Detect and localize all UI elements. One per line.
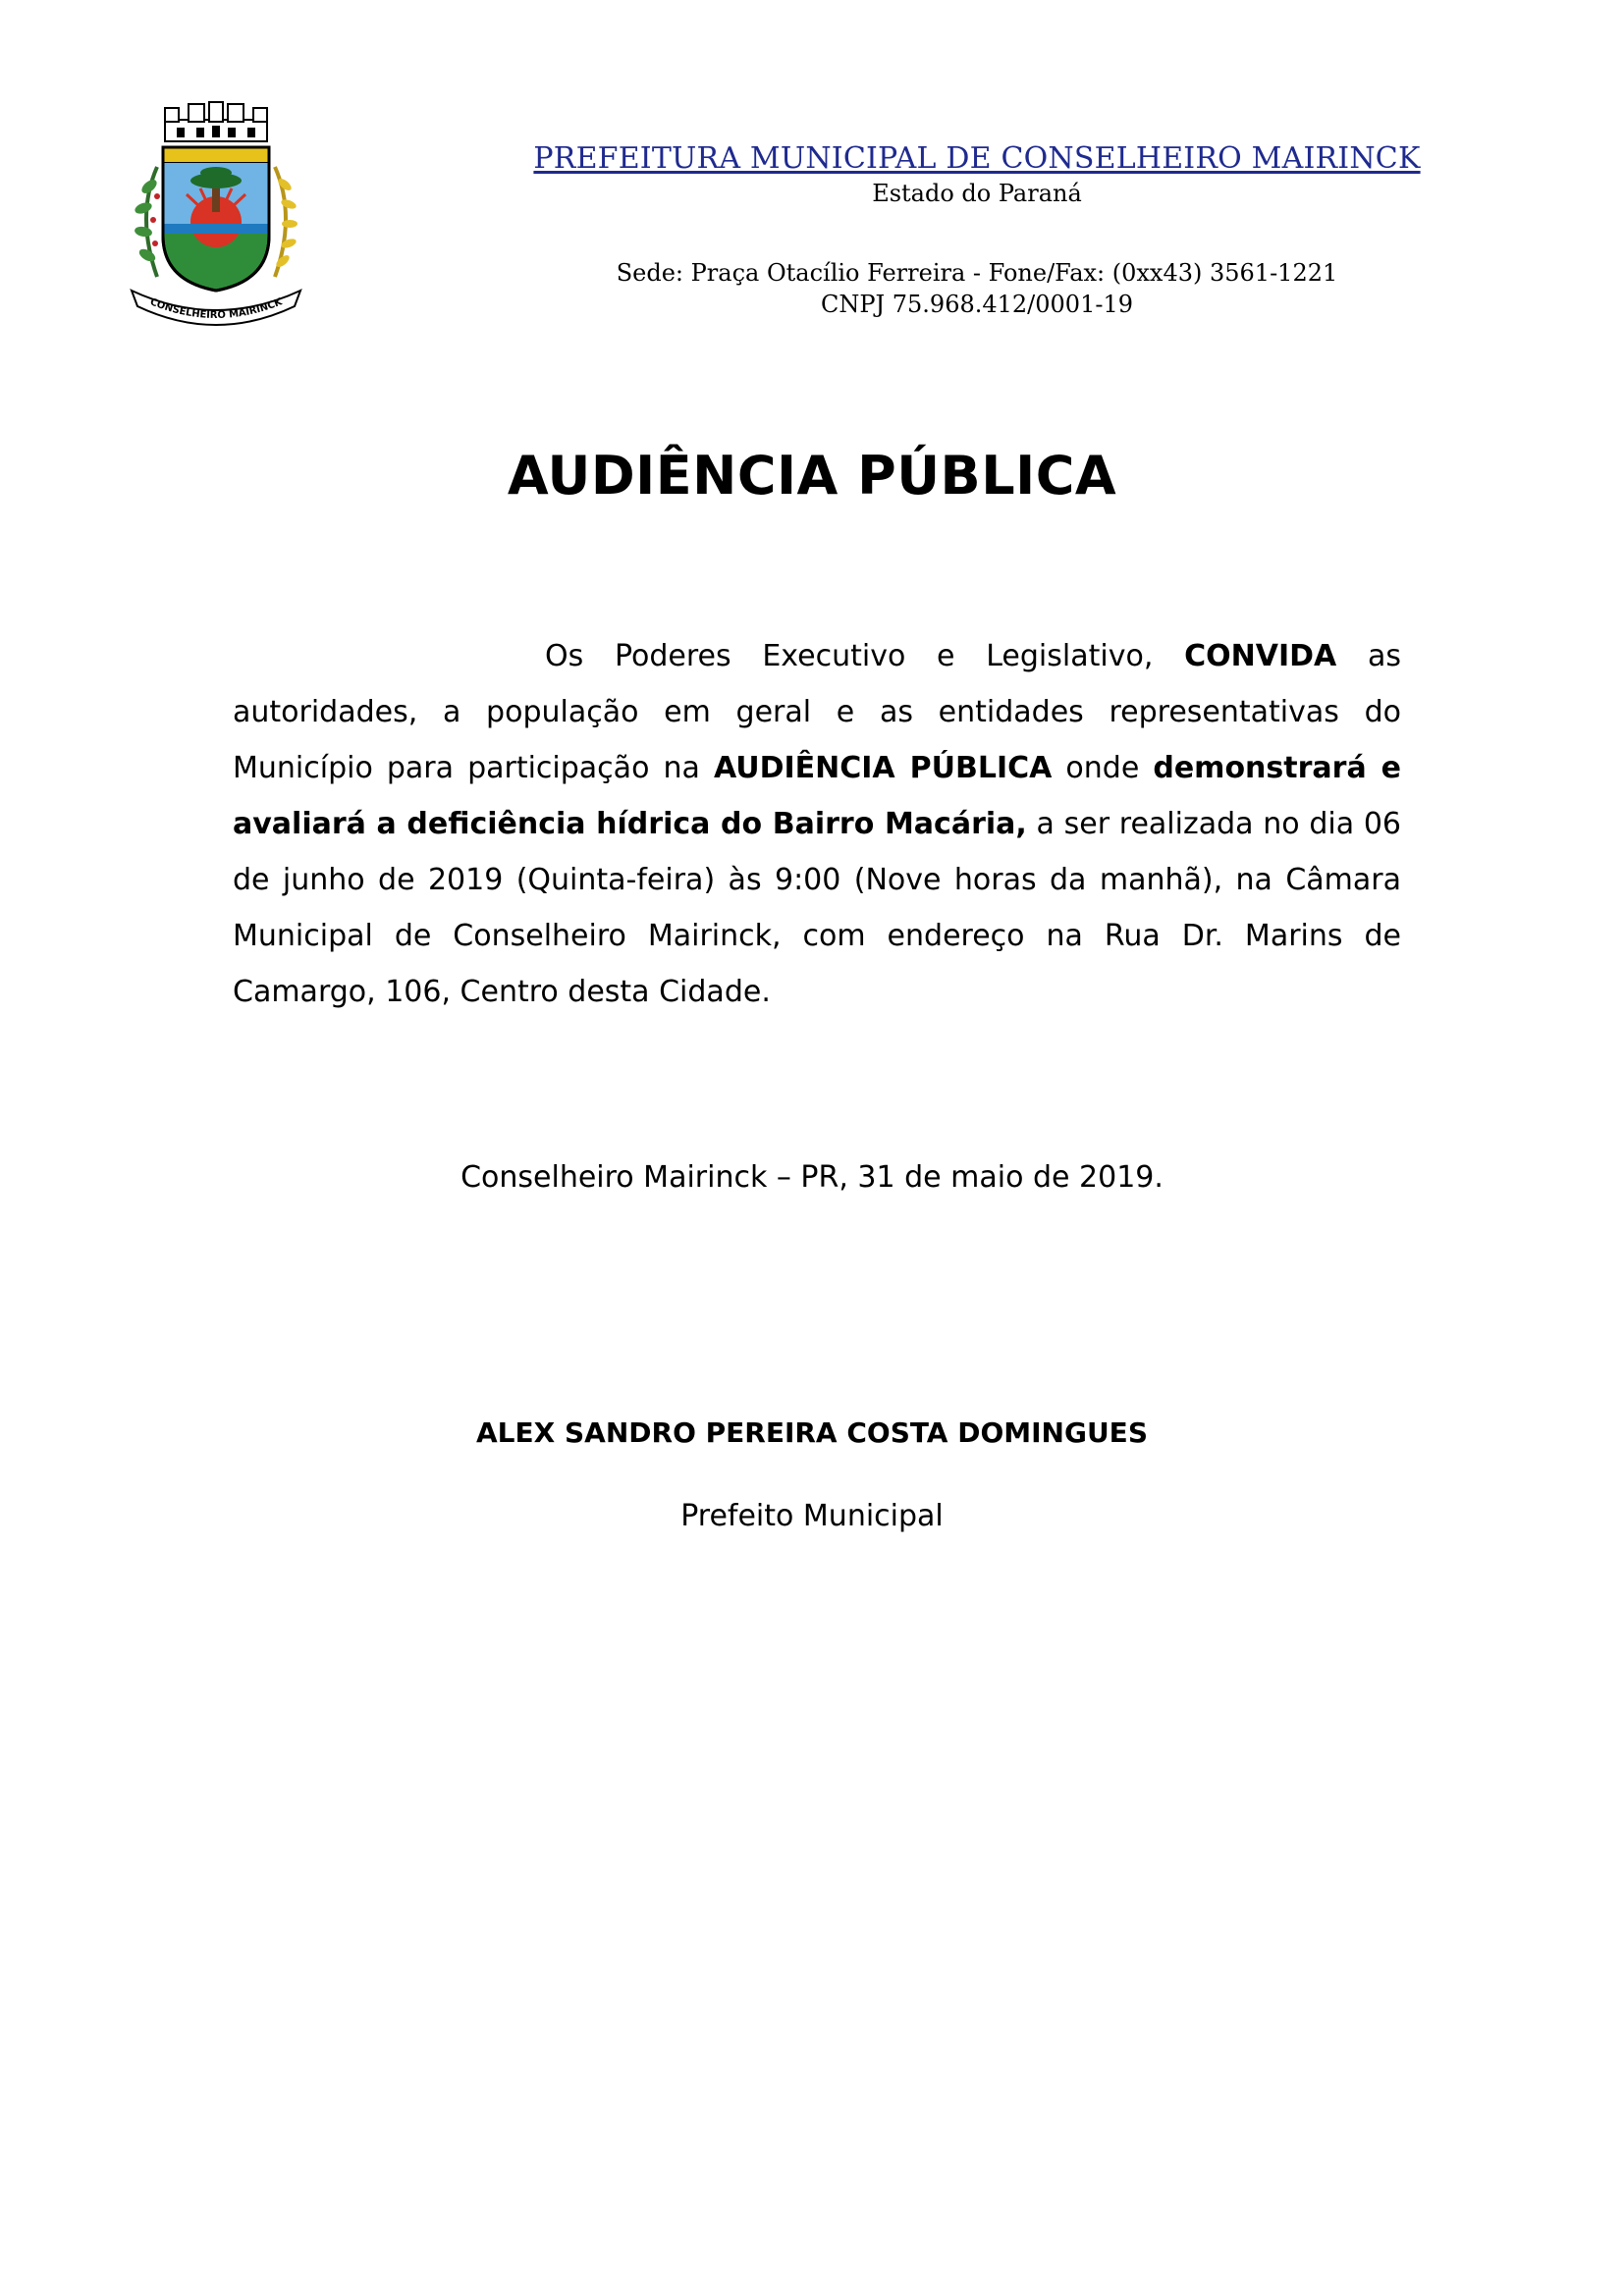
signer-role: Prefeito Municipal: [680, 1499, 944, 1533]
body-bold-audiencia: AUDIÊNCIA PÚBLICA: [713, 751, 1053, 785]
body-text-3: onde: [1052, 751, 1154, 785]
municipal-coat-of-arms-icon: [118, 98, 314, 329]
crest-left-branch: [134, 167, 160, 277]
body-text-2: as autoridades, a população em geral e as entidades representativas do Município para participação na: [233, 639, 1401, 785]
body-text-4: a ser realizada no dia 06 de junho de 2019 (Quinta-feira) às 9:00 (Nove horas da manhã), na Câmara Municipal de Conselheiro Mairinck, com endereço na Rua Dr. Marins de Camargo, 106, Centro desta Cidade.: [233, 807, 1401, 1009]
state-name: Estado do Paraná: [872, 180, 1082, 207]
crest-banner: [132, 291, 300, 325]
body-text-1: Os Poderes Executivo e Legislativo,: [545, 639, 1185, 673]
organization-name: PREFEITURA MUNICIPAL DE CONSELHEIRO MAIRINCK: [533, 141, 1421, 176]
cnpj-line: CNPJ 75.968.412/0001-19: [821, 291, 1133, 318]
body-bold-subject: demonstrará e avaliará a deficiência hídrica do Bairro Macária,: [233, 751, 1401, 841]
crest-banner-text: CONSELHEIRO MAIRINCK: [148, 296, 284, 322]
invitation-paragraph: [233, 628, 1401, 1020]
letterhead: [422, 141, 1532, 320]
crest-right-branch: [274, 167, 298, 277]
signer-name: ALEX SANDRO PEREIRA COSTA DOMINGUES: [476, 1416, 1148, 1449]
crest-crown: [165, 102, 267, 141]
address-line: Sede: Praça Otacílio Ferreira - Fone/Fax: (0xx43) 3561-1221: [616, 259, 1338, 287]
body-bold-convida: CONVIDA: [1184, 639, 1337, 673]
document-title: AUDIÊNCIA PÚBLICA: [507, 445, 1117, 507]
place-and-date: Conselheiro Mairinck – PR, 31 de maio de 2019.: [460, 1160, 1164, 1195]
crest-shield: [163, 147, 269, 291]
